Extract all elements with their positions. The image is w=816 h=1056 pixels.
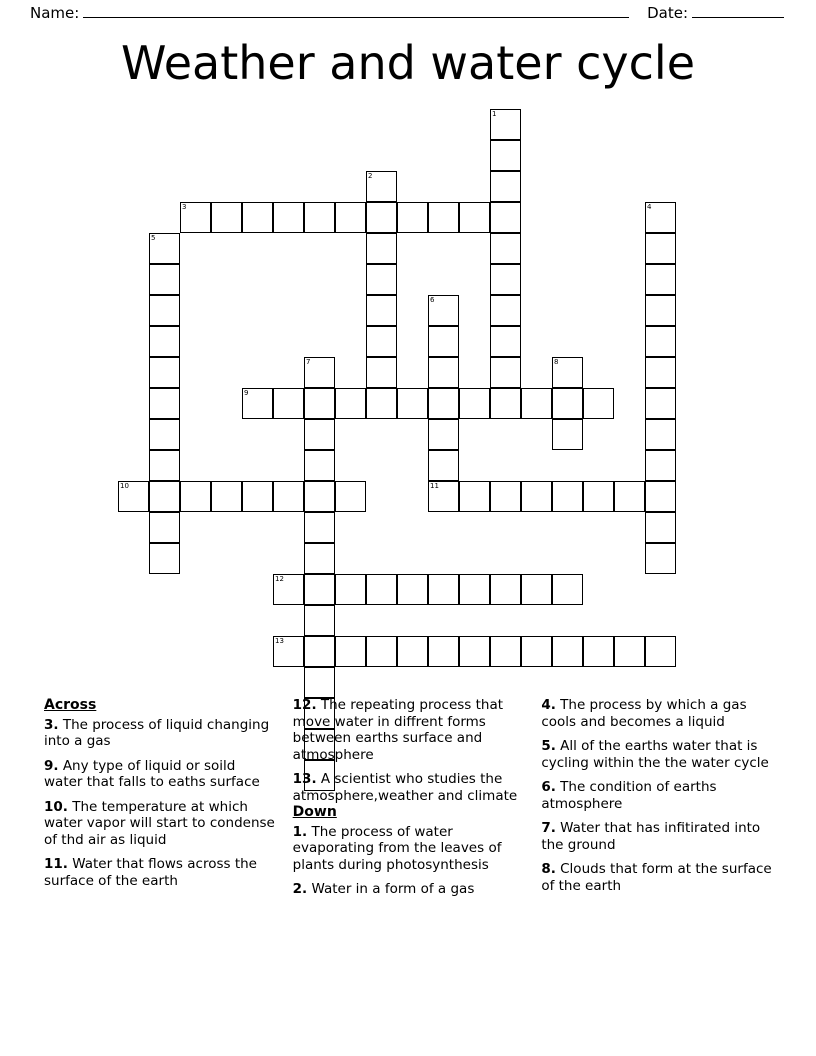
grid-cell[interactable] (645, 295, 676, 326)
grid-cell[interactable] (366, 171, 397, 202)
down-clue-text: Water in a form of a gas (307, 881, 475, 897)
grid-cell[interactable] (428, 636, 459, 667)
name-label: Name: (30, 4, 80, 22)
grid-cell[interactable] (211, 481, 242, 512)
grid-cell-number: 5 (151, 234, 156, 242)
grid-cell-number: 1 (492, 110, 497, 118)
grid-cell[interactable] (366, 636, 397, 667)
down-clue-text: The process of water evaporating from the leaves of plants during photosynthesis (292, 823, 502, 873)
grid-cell[interactable] (645, 357, 676, 388)
grid-cell[interactable] (490, 388, 521, 419)
across-clue-text: Any type of liquid or soild water that falls to eaths surface (44, 757, 260, 790)
across-clue-number: 10. (44, 798, 68, 815)
down-clue-number: 6. (541, 779, 556, 795)
grid-cell[interactable] (304, 388, 335, 419)
grid-cell[interactable] (645, 233, 676, 264)
down-clue-number: 8. (541, 861, 556, 877)
grid-cell[interactable] (459, 574, 490, 605)
grid-cell[interactable] (304, 512, 335, 543)
down-clue (541, 861, 774, 894)
across-clue-text: Water that flows across the surface of the earth (44, 856, 257, 889)
grid-cell[interactable] (149, 388, 180, 419)
grid-cell[interactable] (428, 326, 459, 357)
grid-cell[interactable] (149, 419, 180, 450)
grid-cell[interactable] (180, 481, 211, 512)
grid-cell[interactable] (242, 202, 273, 233)
grid-cell[interactable] (366, 388, 397, 419)
down-clue (293, 881, 526, 898)
grid-cell[interactable] (490, 574, 521, 605)
grid-cell[interactable] (180, 202, 211, 233)
grid-cell-number: 13 (275, 637, 284, 645)
grid-cell[interactable] (490, 233, 521, 264)
grid-cell[interactable] (645, 543, 676, 574)
grid-cell[interactable] (552, 636, 583, 667)
grid-cell[interactable] (552, 481, 583, 512)
grid-cell[interactable] (118, 481, 149, 512)
grid-cell-number: 7 (306, 358, 311, 366)
grid-cell[interactable] (428, 450, 459, 481)
grid-cell[interactable] (304, 481, 335, 512)
grid-cell[interactable] (242, 388, 273, 419)
grid-cell[interactable] (428, 481, 459, 512)
grid-cell[interactable] (459, 481, 490, 512)
grid-cell[interactable] (273, 574, 304, 605)
grid-cell[interactable] (490, 140, 521, 171)
down-clue-number: 1. (292, 823, 308, 840)
down-clue-number: 7. (541, 820, 556, 836)
grid-cell[interactable] (521, 481, 552, 512)
across-clue-text: A scientist who studies the atmosphere,weather and climate (292, 771, 518, 804)
grid-cell[interactable] (490, 264, 521, 295)
grid-cell[interactable] (149, 450, 180, 481)
grid-cell[interactable] (149, 233, 180, 264)
grid-cell-number: 6 (430, 296, 435, 304)
grid-cell[interactable] (428, 388, 459, 419)
grid-cell[interactable] (521, 636, 552, 667)
down-clue-text: The condition of earths atmosphere (541, 779, 717, 812)
grid-cell[interactable] (366, 357, 397, 388)
page-title: Weather and water cycle (120, 36, 696, 90)
grid-cell-number: 10 (120, 482, 129, 490)
grid-cell[interactable] (366, 574, 397, 605)
grid-cell[interactable] (242, 481, 273, 512)
grid-cell[interactable] (459, 388, 490, 419)
grid-cell[interactable] (490, 202, 521, 233)
grid-cell[interactable] (335, 574, 366, 605)
grid-cell[interactable] (211, 202, 242, 233)
across-clue (44, 856, 277, 889)
grid-cell[interactable] (273, 636, 304, 667)
grid-cell[interactable] (428, 574, 459, 605)
grid-cell[interactable] (614, 636, 645, 667)
down-clue-text: The process by which a gas cools and becomes a liquid (541, 697, 747, 730)
across-clue-number: 9. (44, 757, 59, 774)
down-clue (541, 738, 774, 771)
grid-cell-number: 4 (647, 203, 652, 211)
down-clue-number: 2. (292, 881, 308, 897)
down-heading: Down (292, 804, 337, 820)
grid-cell[interactable] (366, 326, 397, 357)
across-clue-text: The repeating process that move water in diffrent forms between earths surface and atmosphere (292, 697, 504, 763)
clues-section (44, 697, 774, 947)
down-clue-number: 4. (541, 697, 556, 713)
grid-cell[interactable] (583, 388, 614, 419)
grid-cell[interactable] (304, 419, 335, 450)
across-clue (293, 697, 526, 763)
grid-cell[interactable] (366, 233, 397, 264)
grid-cell-number: 9 (244, 389, 249, 397)
grid-cell[interactable] (304, 574, 335, 605)
grid-cell[interactable] (335, 481, 366, 512)
grid-cell[interactable] (397, 574, 428, 605)
grid-cell[interactable] (397, 388, 428, 419)
down-clue (541, 779, 774, 812)
grid-cell[interactable] (459, 636, 490, 667)
across-heading: Across (44, 697, 97, 713)
grid-cell[interactable] (397, 202, 428, 233)
across-clue-text: The temperature at which water vapor will start to condense of thd air as liquid (44, 798, 275, 848)
grid-cell[interactable] (583, 481, 614, 512)
grid-cell[interactable] (304, 357, 335, 388)
grid-cell[interactable] (552, 357, 583, 388)
grid-cell[interactable] (149, 264, 180, 295)
across-clue-number: 12. (292, 697, 317, 713)
grid-cell[interactable] (490, 636, 521, 667)
grid-cell[interactable] (521, 574, 552, 605)
grid-cell-number: 3 (182, 203, 187, 211)
grid-cell[interactable] (645, 512, 676, 543)
grid-cell[interactable] (490, 357, 521, 388)
grid-cell[interactable] (273, 388, 304, 419)
grid-cell[interactable] (335, 636, 366, 667)
grid-cell-number: 8 (554, 358, 559, 366)
grid-cell[interactable] (490, 171, 521, 202)
down-clue-text: Clouds that form at the surface of the earth (541, 861, 772, 894)
grid-cell[interactable] (304, 636, 335, 667)
grid-cell[interactable] (149, 295, 180, 326)
down-clue-text: All of the earths water that is cycling within the the water cycle (541, 738, 769, 771)
grid-cell[interactable] (552, 388, 583, 419)
grid-cell[interactable] (149, 512, 180, 543)
grid-cell[interactable] (304, 605, 335, 636)
grid-cell-number: 11 (430, 482, 439, 490)
down-clue (541, 820, 774, 853)
across-clue-number: 3. (44, 716, 59, 733)
grid-cell[interactable] (645, 326, 676, 357)
grid-cell[interactable] (149, 481, 180, 512)
across-clue-number: 11. (44, 856, 68, 872)
grid-cell[interactable] (304, 450, 335, 481)
grid-cell[interactable] (335, 202, 366, 233)
across-clue (44, 758, 277, 791)
across-clue (44, 799, 277, 849)
grid-cell[interactable] (490, 481, 521, 512)
grid-cell[interactable] (490, 295, 521, 326)
grid-cell[interactable] (645, 636, 676, 667)
grid-cell[interactable] (397, 636, 428, 667)
grid-cell[interactable] (428, 419, 459, 450)
grid-cell[interactable] (521, 388, 552, 419)
grid-cell-number: 12 (275, 575, 284, 583)
grid-cell[interactable] (304, 667, 335, 698)
grid-cell[interactable] (614, 481, 645, 512)
across-clue-number: 13. (292, 771, 317, 787)
grid-cell[interactable] (645, 202, 676, 233)
grid-cell[interactable] (149, 326, 180, 357)
across-clue (44, 717, 277, 750)
grid-cell[interactable] (583, 636, 614, 667)
grid-cell[interactable] (428, 202, 459, 233)
down-clue-number: 5. (541, 738, 556, 754)
date-label: Date: (647, 4, 688, 22)
grid-cell[interactable] (273, 202, 304, 233)
grid-cell[interactable] (490, 326, 521, 357)
grid-cell[interactable] (490, 109, 521, 140)
across-clue (293, 771, 526, 804)
grid-cell[interactable] (645, 481, 676, 512)
grid-cell[interactable] (366, 295, 397, 326)
grid-cell[interactable] (645, 264, 676, 295)
grid-cell[interactable] (273, 481, 304, 512)
down-clue (541, 697, 774, 730)
grid-cell-number: 2 (368, 172, 373, 180)
grid-cell[interactable] (645, 419, 676, 450)
grid-cell[interactable] (149, 543, 180, 574)
grid-cell[interactable] (149, 357, 180, 388)
down-clue (293, 824, 526, 874)
grid-cell[interactable] (428, 295, 459, 326)
grid-cell[interactable] (366, 202, 397, 233)
grid-cell[interactable] (366, 264, 397, 295)
grid-cell[interactable] (428, 357, 459, 388)
down-clue-text: Water that has infitirated into the ground (541, 820, 761, 853)
grid-cell[interactable] (645, 388, 676, 419)
grid-cell[interactable] (304, 202, 335, 233)
grid-cell[interactable] (304, 543, 335, 574)
grid-cell[interactable] (552, 574, 583, 605)
across-clue-text: The process of liquid changing into a gas (44, 716, 270, 749)
grid-cell[interactable] (335, 388, 366, 419)
grid-cell[interactable] (459, 202, 490, 233)
grid-cell[interactable] (552, 419, 583, 450)
grid-cell[interactable] (645, 450, 676, 481)
